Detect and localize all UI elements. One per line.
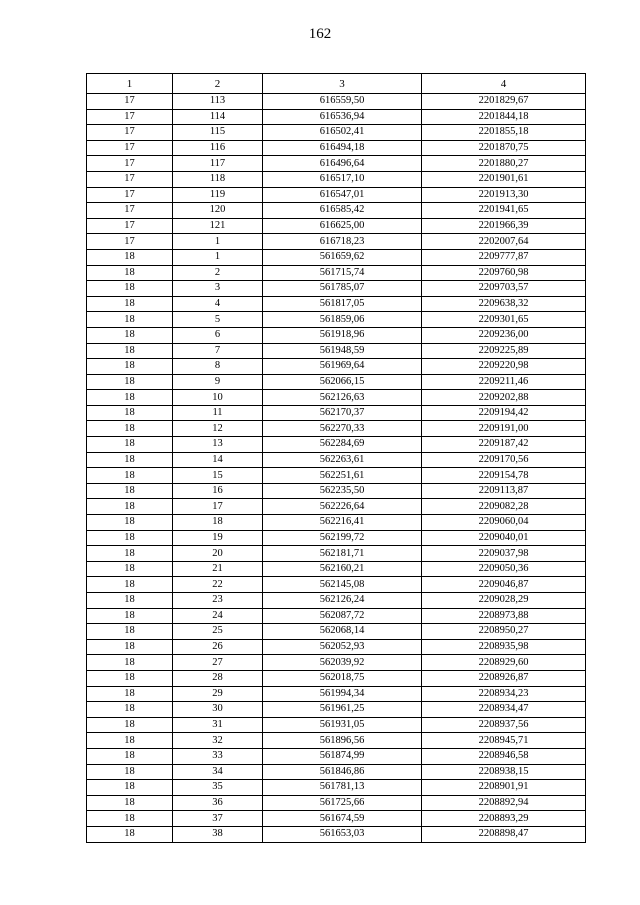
table-cell: 18 [87, 764, 173, 780]
table-cell: 562039,92 [263, 655, 422, 671]
table-row [87, 561, 586, 577]
table-cell: 18 [87, 702, 173, 718]
table-cell: 562199,72 [263, 530, 422, 546]
table-row [87, 593, 586, 609]
table-cell: 17 [87, 125, 173, 141]
table-cell: 18 [87, 826, 173, 842]
table-cell: 18 [87, 515, 173, 531]
table-cell: 2208934,47 [422, 702, 586, 718]
table-cell: 18 [87, 421, 173, 437]
table-cell: 23 [173, 593, 263, 609]
table-cell: 15 [173, 468, 263, 484]
table-cell: 32 [173, 733, 263, 749]
table-cell: 120 [173, 203, 263, 219]
table-cell: 2201829,67 [422, 94, 586, 110]
table-cell: 616547,01 [263, 187, 422, 203]
table-cell: 18 [87, 608, 173, 624]
table-cell: 2209191,00 [422, 421, 586, 437]
table-cell: 17 [173, 499, 263, 515]
table-cell: 17 [87, 234, 173, 250]
table-row [87, 748, 586, 764]
table-cell: 2208926,87 [422, 670, 586, 686]
table-cell: 562145,08 [263, 577, 422, 593]
table-cell: 19 [173, 530, 263, 546]
table-cell: 561961,25 [263, 702, 422, 718]
table-row [87, 171, 586, 187]
table-cell: 2208973,88 [422, 608, 586, 624]
table-cell: 2208892,94 [422, 795, 586, 811]
table-cell: 1 [173, 249, 263, 265]
table-cell: 562087,72 [263, 608, 422, 624]
table-cell: 18 [87, 561, 173, 577]
table-cell: 2209113,87 [422, 483, 586, 499]
table-cell: 18 [87, 327, 173, 343]
table-cell: 561674,59 [263, 811, 422, 827]
table-cell: 561659,62 [263, 249, 422, 265]
table-cell: 2201901,61 [422, 171, 586, 187]
table-cell: 1 [173, 234, 263, 250]
table-cell: 2209760,98 [422, 265, 586, 281]
table-cell: 616494,18 [263, 140, 422, 156]
table-cell: 20 [173, 546, 263, 562]
table-row [87, 343, 586, 359]
table-cell: 616502,41 [263, 125, 422, 141]
table-cell: 18 [87, 265, 173, 281]
table-cell: 18 [87, 296, 173, 312]
table-cell: 2209236,00 [422, 327, 586, 343]
table-row [87, 296, 586, 312]
table-cell: 561846,86 [263, 764, 422, 780]
table-cell: 2208945,71 [422, 733, 586, 749]
header-row [87, 74, 586, 94]
table-cell: 24 [173, 608, 263, 624]
table-header [87, 74, 586, 94]
table-cell: 616559,50 [263, 94, 422, 110]
table-cell: 2209037,98 [422, 546, 586, 562]
table-row [87, 281, 586, 297]
table-cell: 2208901,91 [422, 780, 586, 796]
table-cell: 2209703,57 [422, 281, 586, 297]
table-cell: 561918,96 [263, 327, 422, 343]
table-row [87, 515, 586, 531]
table-cell: 616585,42 [263, 203, 422, 219]
table-cell: 561948,59 [263, 343, 422, 359]
table-cell: 562018,75 [263, 670, 422, 686]
table-cell: 17 [87, 140, 173, 156]
table-row [87, 795, 586, 811]
table-cell: 2208934,23 [422, 686, 586, 702]
table-cell: 561859,06 [263, 312, 422, 328]
table-cell: 18 [87, 546, 173, 562]
table-cell: 8 [173, 359, 263, 375]
table-row [87, 359, 586, 375]
table-cell: 18 [87, 795, 173, 811]
table-cell: 18 [173, 515, 263, 531]
table-row [87, 717, 586, 733]
table-cell: 113 [173, 94, 263, 110]
table-row [87, 452, 586, 468]
table-cell: 616718,23 [263, 234, 422, 250]
table-cell: 616536,94 [263, 109, 422, 125]
table-row [87, 655, 586, 671]
table-cell: 18 [87, 577, 173, 593]
table-cell: 561781,13 [263, 780, 422, 796]
table-row [87, 639, 586, 655]
table-cell: 116 [173, 140, 263, 156]
table-row [87, 187, 586, 203]
table-cell: 561994,34 [263, 686, 422, 702]
table-cell: 3 [173, 281, 263, 297]
table-cell: 2208893,29 [422, 811, 586, 827]
table-cell: 4 [173, 296, 263, 312]
table-row [87, 312, 586, 328]
table-cell: 18 [87, 249, 173, 265]
table-cell: 2209225,89 [422, 343, 586, 359]
table-cell: 35 [173, 780, 263, 796]
table-cell: 562284,69 [263, 437, 422, 453]
table-cell: 2209301,65 [422, 312, 586, 328]
table-cell: 5 [173, 312, 263, 328]
header-cell-1: 1 [87, 74, 173, 94]
table-cell: 2201941,65 [422, 203, 586, 219]
table-cell: 18 [87, 717, 173, 733]
table-cell: 115 [173, 125, 263, 141]
table-cell: 30 [173, 702, 263, 718]
table-row [87, 483, 586, 499]
table-cell: 18 [87, 811, 173, 827]
table-cell: 2208937,56 [422, 717, 586, 733]
table-cell: 2202007,64 [422, 234, 586, 250]
table-cell: 2209046,87 [422, 577, 586, 593]
table-cell: 562160,21 [263, 561, 422, 577]
table-cell: 2208898,47 [422, 826, 586, 842]
table-cell: 118 [173, 171, 263, 187]
header-cell-2: 2 [173, 74, 263, 94]
table-cell: 18 [87, 655, 173, 671]
table-row [87, 405, 586, 421]
table-cell: 561725,66 [263, 795, 422, 811]
table-cell: 562263,61 [263, 452, 422, 468]
table-cell: 17 [87, 109, 173, 125]
table-cell: 2209211,46 [422, 374, 586, 390]
table-cell: 10 [173, 390, 263, 406]
table-cell: 119 [173, 187, 263, 203]
table-cell: 18 [87, 390, 173, 406]
table-cell: 562270,33 [263, 421, 422, 437]
table-cell: 28 [173, 670, 263, 686]
table-row [87, 234, 586, 250]
table-cell: 562226,64 [263, 499, 422, 515]
table-cell: 6 [173, 327, 263, 343]
table-cell: 13 [173, 437, 263, 453]
table-cell: 18 [87, 468, 173, 484]
table-cell: 561817,05 [263, 296, 422, 312]
table-row [87, 546, 586, 562]
table-row [87, 764, 586, 780]
table-cell: 2209202,88 [422, 390, 586, 406]
table-row [87, 390, 586, 406]
table-cell: 562170,37 [263, 405, 422, 421]
table-cell: 18 [87, 452, 173, 468]
table-cell: 18 [87, 748, 173, 764]
table-cell: 22 [173, 577, 263, 593]
table-cell: 18 [87, 499, 173, 515]
table-row [87, 468, 586, 484]
table-cell: 29 [173, 686, 263, 702]
table-row [87, 249, 586, 265]
table-cell: 562251,61 [263, 468, 422, 484]
table-cell: 2209170,56 [422, 452, 586, 468]
table-cell: 2209060,04 [422, 515, 586, 531]
table-cell: 121 [173, 218, 263, 234]
table-cell: 562126,24 [263, 593, 422, 609]
table-row [87, 125, 586, 141]
table-row [87, 670, 586, 686]
header-cell-4: 4 [422, 74, 586, 94]
table-row [87, 437, 586, 453]
table-cell: 2209194,42 [422, 405, 586, 421]
table-cell: 26 [173, 639, 263, 655]
header-cell-3: 3 [263, 74, 422, 94]
table-cell: 18 [87, 281, 173, 297]
table-cell: 2201913,30 [422, 187, 586, 203]
table-row [87, 608, 586, 624]
table-cell: 562126,63 [263, 390, 422, 406]
table-cell: 561896,56 [263, 733, 422, 749]
table-row [87, 702, 586, 718]
table-cell: 34 [173, 764, 263, 780]
table-row [87, 780, 586, 796]
table-row [87, 327, 586, 343]
table-cell: 2209220,98 [422, 359, 586, 375]
table-cell: 561715,74 [263, 265, 422, 281]
table-cell: 2208946,58 [422, 748, 586, 764]
table-cell: 2209777,87 [422, 249, 586, 265]
table-cell: 2201855,18 [422, 125, 586, 141]
table-row [87, 265, 586, 281]
table-cell: 561969,64 [263, 359, 422, 375]
table-cell: 562068,14 [263, 624, 422, 640]
table-row [87, 686, 586, 702]
table-cell: 18 [87, 639, 173, 655]
table-row [87, 826, 586, 842]
table-cell: 562181,71 [263, 546, 422, 562]
table-cell: 2209040,01 [422, 530, 586, 546]
table-cell: 117 [173, 156, 263, 172]
table-cell: 18 [87, 733, 173, 749]
table-cell: 562216,41 [263, 515, 422, 531]
table-cell: 2201870,75 [422, 140, 586, 156]
table-cell: 2208929,60 [422, 655, 586, 671]
table-cell: 18 [87, 670, 173, 686]
table-cell: 17 [87, 94, 173, 110]
table-body [87, 94, 586, 843]
table-cell: 18 [87, 624, 173, 640]
table-cell: 17 [87, 156, 173, 172]
table-cell: 17 [87, 218, 173, 234]
table-cell: 18 [87, 312, 173, 328]
table-cell: 2209082,28 [422, 499, 586, 515]
table-cell: 2209028,29 [422, 593, 586, 609]
table-cell: 562052,93 [263, 639, 422, 655]
table-cell: 114 [173, 109, 263, 125]
table-cell: 18 [87, 374, 173, 390]
table-cell: 25 [173, 624, 263, 640]
table-row [87, 733, 586, 749]
table-row [87, 811, 586, 827]
page-number: 162 [308, 26, 332, 42]
table-cell: 2209187,42 [422, 437, 586, 453]
table-cell: 2209154,78 [422, 468, 586, 484]
table-row [87, 109, 586, 125]
table-row [87, 499, 586, 515]
table-cell: 18 [87, 780, 173, 796]
table-cell: 2208950,27 [422, 624, 586, 640]
table-cell: 9 [173, 374, 263, 390]
table-cell: 2 [173, 265, 263, 281]
table-cell: 7 [173, 343, 263, 359]
table-row [87, 140, 586, 156]
table-cell: 562235,50 [263, 483, 422, 499]
table-cell: 33 [173, 748, 263, 764]
table-cell: 16 [173, 483, 263, 499]
table-cell: 21 [173, 561, 263, 577]
table-cell: 36 [173, 795, 263, 811]
table-cell: 2208938,15 [422, 764, 586, 780]
table-row [87, 203, 586, 219]
table-cell: 18 [87, 483, 173, 499]
table-cell: 27 [173, 655, 263, 671]
table-cell: 561931,05 [263, 717, 422, 733]
table-cell: 18 [87, 359, 173, 375]
coordinates-table [86, 73, 586, 843]
table-cell: 616496,64 [263, 156, 422, 172]
table-cell: 12 [173, 421, 263, 437]
table-cell: 562066,15 [263, 374, 422, 390]
table-row [87, 624, 586, 640]
table-cell: 18 [87, 530, 173, 546]
table-cell: 2201880,27 [422, 156, 586, 172]
table-cell: 17 [87, 203, 173, 219]
table-cell: 561785,07 [263, 281, 422, 297]
table-cell: 17 [87, 171, 173, 187]
table-cell: 37 [173, 811, 263, 827]
table-row [87, 577, 586, 593]
table-row [87, 218, 586, 234]
table-cell: 561653,03 [263, 826, 422, 842]
table-cell: 616517,10 [263, 171, 422, 187]
table-cell: 2209638,32 [422, 296, 586, 312]
table-row [87, 530, 586, 546]
table-row [87, 156, 586, 172]
table-cell: 18 [87, 437, 173, 453]
table-cell: 18 [87, 686, 173, 702]
table-cell: 31 [173, 717, 263, 733]
table-row [87, 94, 586, 110]
table-row [87, 421, 586, 437]
table-cell: 2201966,39 [422, 218, 586, 234]
table-cell: 11 [173, 405, 263, 421]
table-cell: 17 [87, 187, 173, 203]
table-cell: 18 [87, 593, 173, 609]
table-cell: 2208935,98 [422, 639, 586, 655]
table-cell: 2209050,36 [422, 561, 586, 577]
table-row [87, 374, 586, 390]
table-cell: 2201844,18 [422, 109, 586, 125]
table-cell: 616625,00 [263, 218, 422, 234]
table-cell: 18 [87, 405, 173, 421]
table-cell: 14 [173, 452, 263, 468]
table-cell: 18 [87, 343, 173, 359]
table-cell: 38 [173, 826, 263, 842]
table-cell: 561874,99 [263, 748, 422, 764]
